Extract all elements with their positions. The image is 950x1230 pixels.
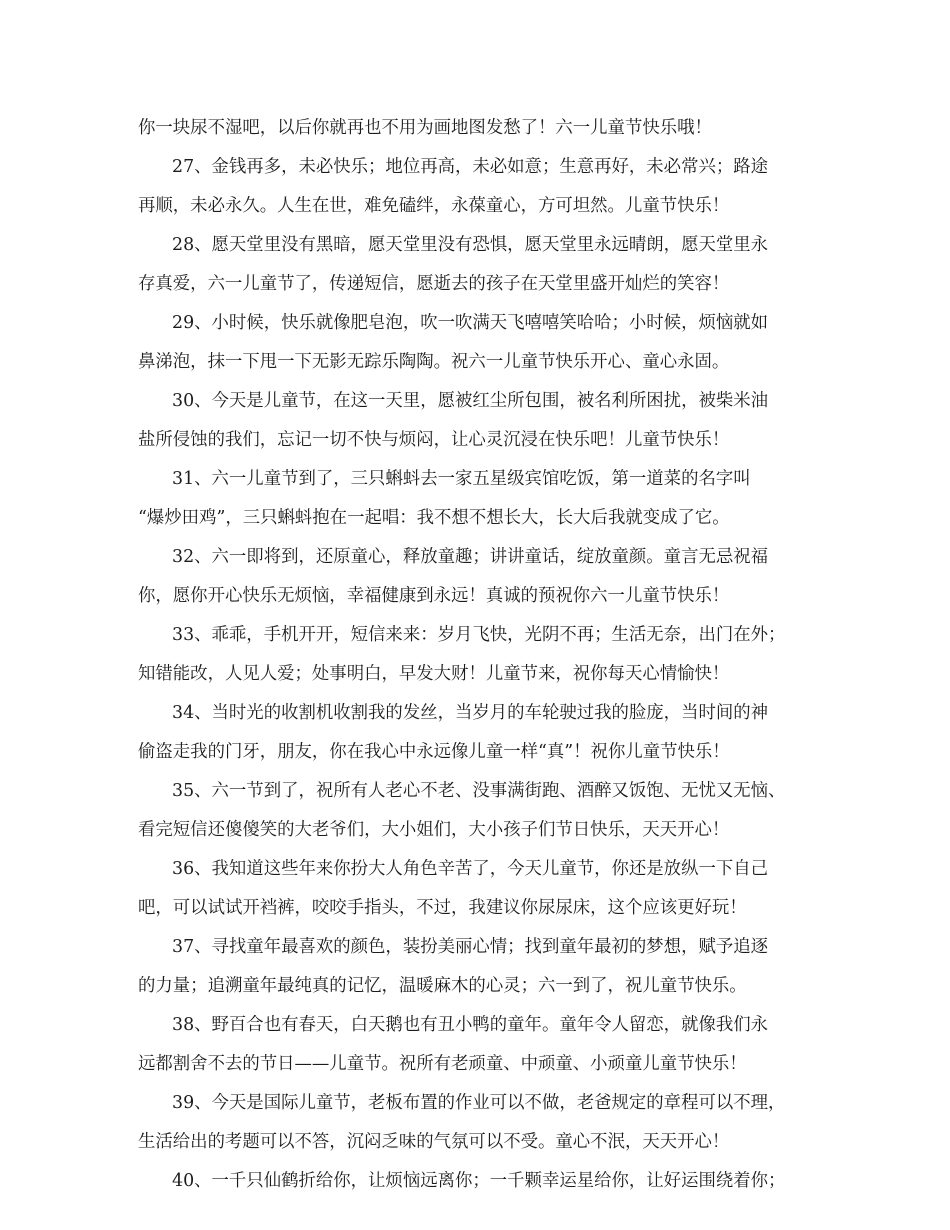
paragraph-first-line: 30、今天是儿童节，在这一天里，愿被红尘所包围，被名利所困扰，被柴米油 [172,391,769,411]
paragraph-line: 看完短信还傻傻笑的大老爷们，大小姐们，大小孩子们节日快乐，天天开心！ [138,820,730,840]
paragraph-line: 你，愿你开心快乐无烦恼，幸福健康到永远！真诚的预祝你六一儿童节快乐！ [138,586,730,606]
paragraph-line: 你一块尿不湿吧，以后你就再也不用为画地图发愁了！六一儿童节快乐哦！ [138,118,712,138]
paragraph-line: “爆炒田鸡”，三只蝌蚪抱在一起唱：我不想不想长大，长大后我就变成了它。 [138,508,730,528]
paragraph-line: 鼻涕泡，抹一下甩一下无影无踪乐陶陶。祝六一儿童节快乐开心、童心永固。 [138,352,730,372]
paragraph-first-line: 34、当时光的收割机收割我的发丝，当岁月的车轮驶过我的脸庞，当时间的神 [172,703,769,723]
paragraph-line: 的力量；追溯童年最纯真的记忆，温暖麻木的心灵；六一到了，祝儿童节快乐。 [138,976,747,996]
paragraph-first-line: 33、乖乖，手机开开，短信来来：岁月飞快，光阴不再；生活无奈，出门在外； [172,625,786,645]
paragraph-first-line: 27、金钱再多，未必快乐；地位再高，未必如意；生意再好，未必常兴；路途 [172,157,769,177]
paragraph-first-line: 38、野百合也有春天，白天鹅也有丑小鸭的童年。童年令人留恋，就像我们永 [172,1015,769,1035]
paragraph-first-line: 35、六一节到了，祝所有人老心不老、没事满街跑、酒醉又饭饱、无忧又无恼、 [172,781,786,801]
document-body [138,115,828,1207]
paragraph-line: 再顺，未必永久。人生在世，难免磕绊，永葆童心，方可坦然。儿童节快乐！ [138,196,730,216]
paragraph-first-line: 28、愿天堂里没有黑暗，愿天堂里没有恐惧，愿天堂里永远晴朗，愿天堂里永 [172,235,769,255]
paragraph-first-line: 29、小时候，快乐就像肥皂泡，吹一吹满天飞嘻嘻笑哈哈；小时候，烦恼就如 [172,313,769,333]
paragraph-line: 生活给出的考题可以不答，沉闷乏味的气氛可以不受。童心不泯，天天开心！ [138,1132,730,1152]
paragraph-first-line: 39、今天是国际儿童节，老板布置的作业可以不做，老爸规定的章程可以不理， [172,1093,786,1113]
paragraph-first-line: 40、一千只仙鹤折给你，让烦恼远离你；一千颗幸运星给你，让好运围绕着你； [172,1171,786,1191]
paragraph-line: 吧，可以试试开裆裤，咬咬手指头，不过，我建议你尿尿床，这个应该更好玩！ [138,898,747,918]
paragraph-line: 知错能改，人见人爱；处事明白，早发大财！儿童节来，祝你每天心情愉快！ [138,664,730,684]
paragraph-first-line: 32、六一即将到，还原童心，释放童趣；讲讲童话，绽放童颜。童言无忌祝福 [172,547,769,567]
paragraph-line: 偷盗走我的门牙，朋友，你在我心中永远像儿童一样“真”！祝你儿童节快乐！ [138,742,730,762]
paragraph-first-line: 36、我知道这些年来你扮大人角色辛苦了，今天儿童节，你还是放纵一下自己 [172,859,769,879]
paragraph-first-line: 37、寻找童年最喜欢的颜色，装扮美丽心情；找到童年最初的梦想，赋予追逐 [172,937,769,957]
paragraph-first-line: 31、六一儿童节到了，三只蝌蚪去一家五星级宾馆吃饭，第一道菜的名字叫 [172,469,751,489]
paragraph-line: 远都割舍不去的节日——儿童节。祝所有老顽童、中顽童、小顽童儿童节快乐！ [138,1054,747,1074]
paragraph-line: 存真爱，六一儿童节了，传递短信，愿逝去的孩子在天堂里盛开灿烂的笑容！ [138,274,730,294]
paragraph-line: 盐所侵蚀的我们，忘记一切不快与烦闷，让心灵沉浸在快乐吧！儿童节快乐！ [138,430,730,450]
